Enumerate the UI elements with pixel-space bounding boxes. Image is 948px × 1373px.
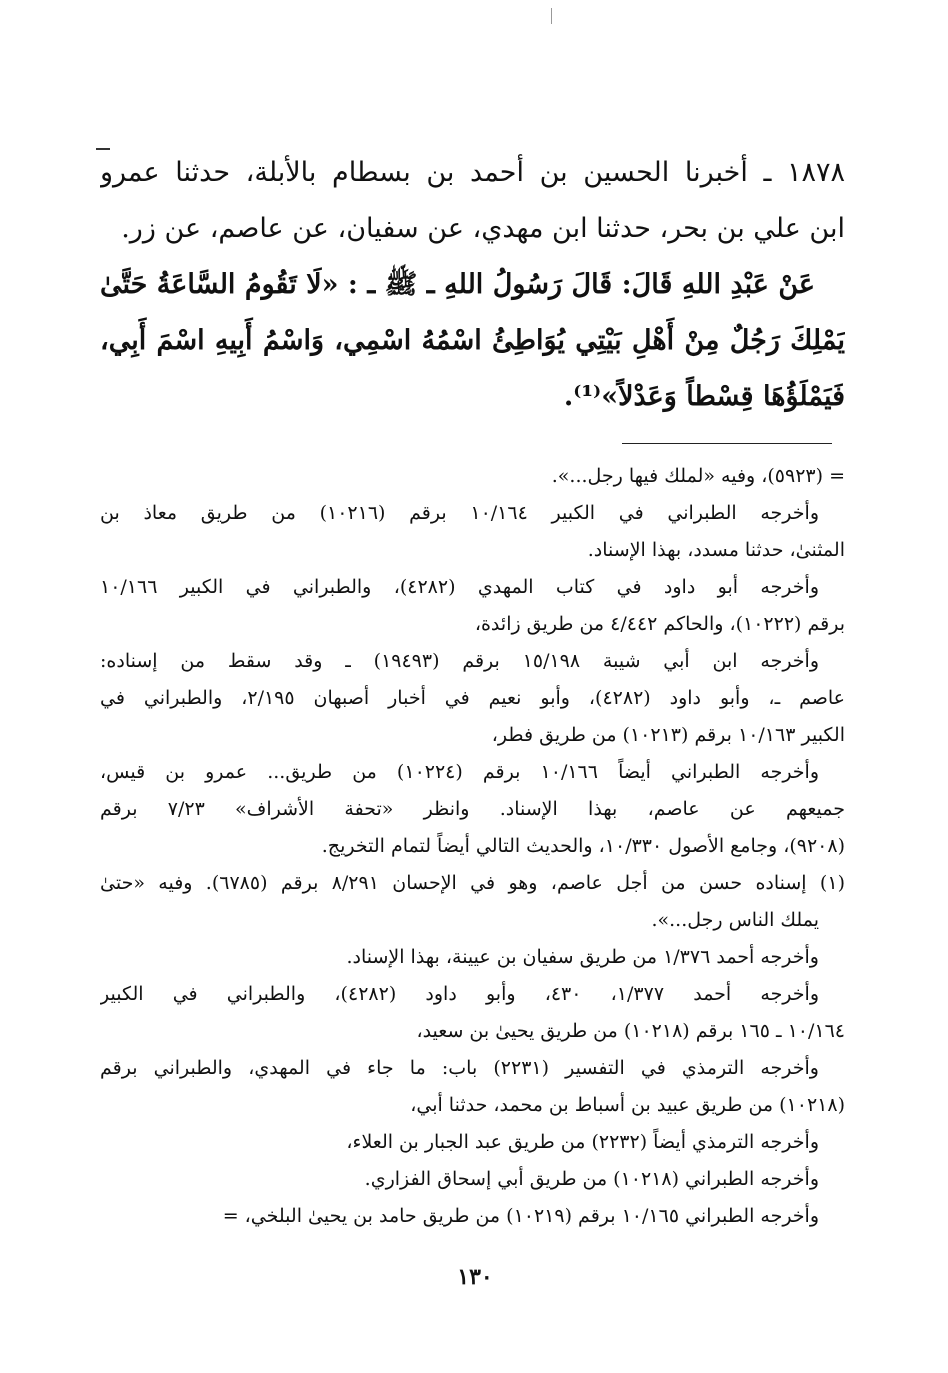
footnote-separator: [622, 443, 832, 444]
hadith-text: [100, 145, 845, 425]
footnote-line: ١٠/١٦٤ ـ ١٦٥ برقم (١٠٢١٨) من طريق يحيىٰ بن سعيد،: [416, 1020, 845, 1042]
footnote-line: (٩٢٠٨)، وجامع الأصول ١٠/٣٣٠، والحديث التالي أيضاً لتمام التخريج.: [321, 835, 845, 857]
hadith-line-isnad-1: ١٨٧٨ ـ أخبرنا الحسين بن أحمد بن بسطام بالأبلة، حدثنا عمرو: [100, 157, 845, 188]
footnote-line: وأخرجه الطبراني (١٠٢١٨) من طريق أبي إسحاق الفزاري.: [364, 1168, 819, 1190]
footnote-line: وأخرجه أبو داود في كتاب المهدي (٤٢٨٢)، والطبراني في الكبير ١٠/١٦٦: [100, 576, 819, 598]
footnote-line: (١٠٢١٨) من طريق عبيد بن أسباط بن محمد، حدثنا أبي،: [410, 1094, 845, 1116]
footnote-line: وأخرجه أحمد ١/٣٧٦ من طريق سفيان بن عيينة، بهذا الإسناد.: [346, 946, 819, 968]
footnote-line: جميعهم عن عاصم، بهذا الإسناد. وانظر «تحفة الأشراف» ٧/٢٣ برقم: [100, 798, 845, 820]
footnote-line: وأخرجه الطبراني في الكبير ١٠/١٦٤ برقم (١٠٢١٦) من طريق معاذ بن: [100, 502, 819, 524]
hadith-line-matn-1: عَنْ عَبْدِ اللهِ قَالَ: قَالَ رَسُولُ اللهِ ـ ﷺ ـ : «لَا تَقُومُ السَّاعَةُ حَتَّىٰ: [100, 269, 815, 300]
footnote-1-start: (١) إسناده حسن من أجل عاصم، وهو في الإحسان ٨/٢٩١ برقم (٦٧٨٥). وفيه «حتىٰ: [100, 872, 845, 894]
footnote-line: يملك الناس رجل...».: [651, 909, 819, 931]
page-number: ١٣٠: [457, 1264, 493, 1290]
footnote-line: وأخرجه الترمذي أيضاً (٢٢٣٢) من طريق عبد الجبار بن العلاء،: [346, 1131, 819, 1153]
footnote-line: وأخرجه الطبراني ١٠/١٦٥ برقم (١٠٢١٩) من طريق حامد بن يحيىٰ البلخي، =: [222, 1205, 819, 1227]
footnotes: [100, 458, 845, 1235]
footnote-line: الكبير ١٠/١٦٣ برقم (١٠٢١٣) من طريق فطر،: [491, 724, 845, 746]
scan-mark: [551, 8, 552, 24]
footnote-line: عاصم ـ، وأبو داود (٤٢٨٢)، وأبو نعيم في أخبار أصبهان ٢/١٩٥، والطبراني في: [100, 687, 845, 709]
footnote-line: برقم (١٠٢٢٢)، والحاكم ٤/٤٤٢ من طريق زائدة،: [474, 613, 845, 635]
footnote-line: وأخرجه ابن أبي شيبة ١٥/١٩٨ برقم (١٩٤٩٣) ـ وقد سقط من إسناده:: [100, 650, 819, 672]
hadith-line-matn-3: فَيَمْلَؤُهَا قِسْطاً وَعَدْلاً»⁽¹⁾.: [563, 381, 845, 412]
hadith-line-matn-2: يَمْلِكَ رَجُلٌ مِنْ أَهْلِ بَيْتِي يُوَاطِئُ اسْمُهُ اسْمِي، وَاسْمُ أَبِيهِ اسْمَ أَبِي،: [100, 325, 845, 356]
footnote-line: المثنىٰ، حدثنا مسدد، بهذا الإسناد.: [587, 539, 845, 561]
footnote-line: وأخرجه الطبراني أيضاً ١٠/١٦٦ برقم (١٠٢٢٤) من طريق... عمرو بن قيس،: [100, 761, 820, 783]
footnote-line: وأخرجه أحمد ١/٣٧٧، ٤٣٠، وأبو داود (٤٢٨٢)، والطبراني في الكبير: [100, 983, 819, 1005]
hadith-line-isnad-2: ابن علي بن بحر، حدثنا ابن مهدي، عن سفيان، عن عاصم، عن زر.: [121, 213, 845, 244]
footnote-line: وأخرجه الترمذي في التفسير (٢٢٣١) باب: ما جاء في المهدي، والطبراني برقم: [100, 1057, 819, 1079]
footnote-line: = (٥٩٢٣)، وفيه «لملك فيها رجل...».: [551, 465, 845, 487]
